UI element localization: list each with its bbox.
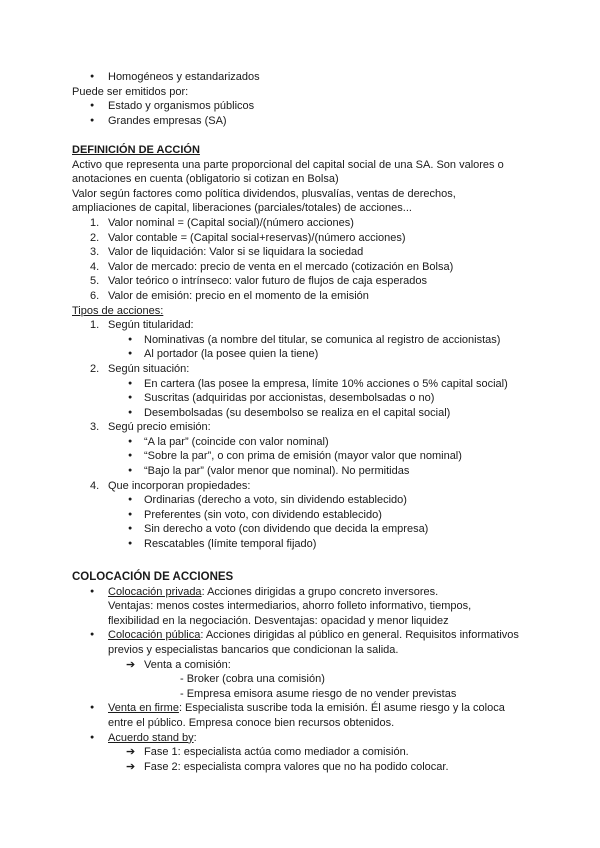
numbered-item: 1. Valor nominal = (Capital social)/(número acciones) <box>90 216 354 229</box>
section-title: COLOCACIÓN DE ACCIONES <box>72 571 234 583</box>
bullet-icon: ● <box>128 408 133 416</box>
bullet-icon: ● <box>128 467 133 475</box>
bullet-icon: ● <box>90 704 95 712</box>
colocacion-section: COLOCACIÓN DE ACCIONES ● Colocación privada: Acciones dirigidas a grupo concreto inversores. Ventajas: menos costes intermediarios, ahorro folleto informativo, tiempos, flexibilidad en la negociación. Desventajas: opacidad y menor liquidez ● Colocación pública: Acciones dirigidas al público en general. Requisitos informativos previos y especialistas bancarios que condicionan la salida. ➔ Venta a comisión: - Broker (cobra una comisión) - Empresa emisora asume riesgo de no vender previstas ● Venta en firme: Especialista suscribe toda la emisión. Él asume riesgo y la coloca entre el público. Empresa conoce bien recursos obtenidos. ● Acuerdo stand by: ➔ Fase 1: especialista actúa como mediador a comisión. ➔ Fase 2: especialista compra valores que no ha podido colocar. <box>72 570 542 774</box>
bullet-icon: ● <box>90 116 95 124</box>
list-item: ● Grandes empresas (SA) <box>90 114 227 127</box>
list-item: ● Desembolsadas (su desembolso se realiza en el capital social) <box>128 406 451 419</box>
arrow-right-icon: ➔ <box>126 746 136 759</box>
bullet-icon: ● <box>128 452 133 460</box>
numbered-item: 6. Valor de emisión: precio en el momento de la emisión <box>90 289 369 302</box>
arrow-item: ➔ Fase 1: especialista actúa como mediador a comisión. <box>126 746 409 759</box>
tipos-label: Tipos de acciones: <box>72 304 164 317</box>
list-item: ● Rescatables (límite temporal fijado) <box>128 538 317 551</box>
list-item: ● En cartera (las posee la empresa, límite 10% acciones o 5% capital social) <box>128 377 508 390</box>
list-item: ● Colocación privada: Acciones dirigidas a grupo concreto inversores. <box>90 585 439 598</box>
numbered-item: 2. Según situación: <box>90 362 190 375</box>
numbered-item: 4. Valor de mercado: precio de venta en el mercado (cotización en Bolsa) <box>90 260 454 273</box>
numbered-item: 3. Valor de liquidación: Valor si se liquidara la sociedad <box>90 246 364 259</box>
definicion-section: DEFINICIÓN DE ACCIÓN Activo que representa una parte proporcional del capital social de una SA. Son valores o anotaciones en cuenta (obligatorio si cotizan en Bolsa) Valor según factores como política dividendos, plusvalías, ventas de derechos, ampliaciones de capital, liberaciones (parciales/totales) de acciones... 1. Valor nominal = (Capital social)/(número acciones) 2. Valor contable = (Capital social+reservas)/(número acciones) 3. Valor de liquidación: Valor si se liquidara la sociedad 4. Valor de mercado: precio de venta en el mercado (cotización en Bolsa) 5. Valor teórico o intrínseco: valor futuro de flujos de caja esperados 6. Valor de emisión: precio en el momento de la emisión Tipos de acciones: 1. Según titularidad: ● Nominativas (a nombre del titular, se comunica al registro de accionistas) ● Al portador (la posee quien la tiene) 2. Según situación: ● En cartera (las posee la empresa, límite 10% acciones o 5% capital social) ● Suscritas (adquiridas por accionistas, desembolsadas o no) ● Desembolsadas (su desembolso se realiza en el capital social) 3. Segú precio emisión: ● “A la par” (coincide con valor nominal) ● “Sobre la par”, o con prima de emisión (mayor valor que nominal) ● “Bajo la par” (valor menor que nominal). No permitidas 4. Que incorporan propiedades: ● Ordinarias (derecho a voto, sin dividendo establecido) ● Preferentes (sin voto, con dividendo establecido) ● Sin derecho a voto (con dividendo que decida la empresa) ● Rescatables (límite temporal fijado) <box>72 143 542 552</box>
numbered-item: 5. Valor teórico o intrínseco: valor futuro de flujos de caja esperados <box>90 275 427 288</box>
emitidos-label: Puede ser emitidos por: <box>72 85 189 98</box>
section-title: DEFINICIÓN DE ACCIÓN <box>72 144 200 156</box>
list-item: ● Suscritas (adquiridas por accionistas, desembolsadas o no) <box>128 392 435 405</box>
arrow-right-icon: ➔ <box>126 658 136 671</box>
list-item: ● Acuerdo stand by: <box>90 731 197 744</box>
arrow-item: ➔ Fase 2: especialista compra valores que no ha podido colocar. <box>126 760 449 773</box>
list-item: ● Sin derecho a voto (con dividendo que decida la empresa) <box>128 523 429 536</box>
numbered-item: 2. Valor contable = (Capital social+reservas)/(número acciones) <box>90 231 406 244</box>
arrow-item: ➔ Venta a comisión: <box>126 658 231 671</box>
list-item: ● Venta en firme: Especialista suscribe toda la emisión. Él asume riesgo y la coloca <box>90 702 505 715</box>
bullet-icon: ● <box>90 73 95 80</box>
bullet-icon: ● <box>128 540 133 548</box>
bullet-icon: ● <box>128 525 133 533</box>
bullet-icon: ● <box>90 102 95 110</box>
bullet-icon: ● <box>90 587 95 595</box>
list-item: ● Al portador (la posee quien la tiene) <box>128 348 319 361</box>
bullet-icon: ● <box>128 496 133 504</box>
arrow-right-icon: ➔ <box>126 760 136 773</box>
bullet-icon: ● <box>128 394 133 402</box>
bullet-icon: ● <box>128 379 133 387</box>
numbered-item: 3. Segú precio emisión: <box>90 421 211 434</box>
list-item: ● Nominativas (a nombre del titular, se comunica al registro de accionistas) <box>128 333 501 346</box>
numbered-item: 1. Según titularidad: <box>90 319 194 332</box>
bullet-icon: ● <box>128 350 133 358</box>
list-item: ● “A la par” (coincide con valor nominal) <box>128 435 329 448</box>
list-item: ● “Sobre la par”, o con prima de emisión (mayor valor que nominal) <box>128 450 462 463</box>
bullet-icon: ● <box>90 733 95 741</box>
bullet-icon: ● <box>128 335 133 343</box>
numbered-item: 4. Que incorporan propiedades: <box>90 479 251 492</box>
intro-section <box>72 70 542 128</box>
list-item: ● Estado y organismos públicos <box>90 100 255 113</box>
bullet-icon: ● <box>128 437 133 445</box>
list-item: ● Colocación pública: Acciones dirigidas al público en general. Requisitos informativos <box>90 629 519 642</box>
list-item: ● “Bajo la par” (valor menor que nominal). No permitidas <box>128 465 410 478</box>
bullet-icon: ● <box>90 631 95 639</box>
list-item: ● Preferentes (sin voto, con dividendo establecido) <box>128 508 382 521</box>
list-item: ● Homogéneos y estandarizados <box>90 71 260 83</box>
list-item: ● Ordinarias (derecho a voto, sin dividendo establecido) <box>128 494 407 507</box>
bullet-icon: ● <box>128 510 133 518</box>
